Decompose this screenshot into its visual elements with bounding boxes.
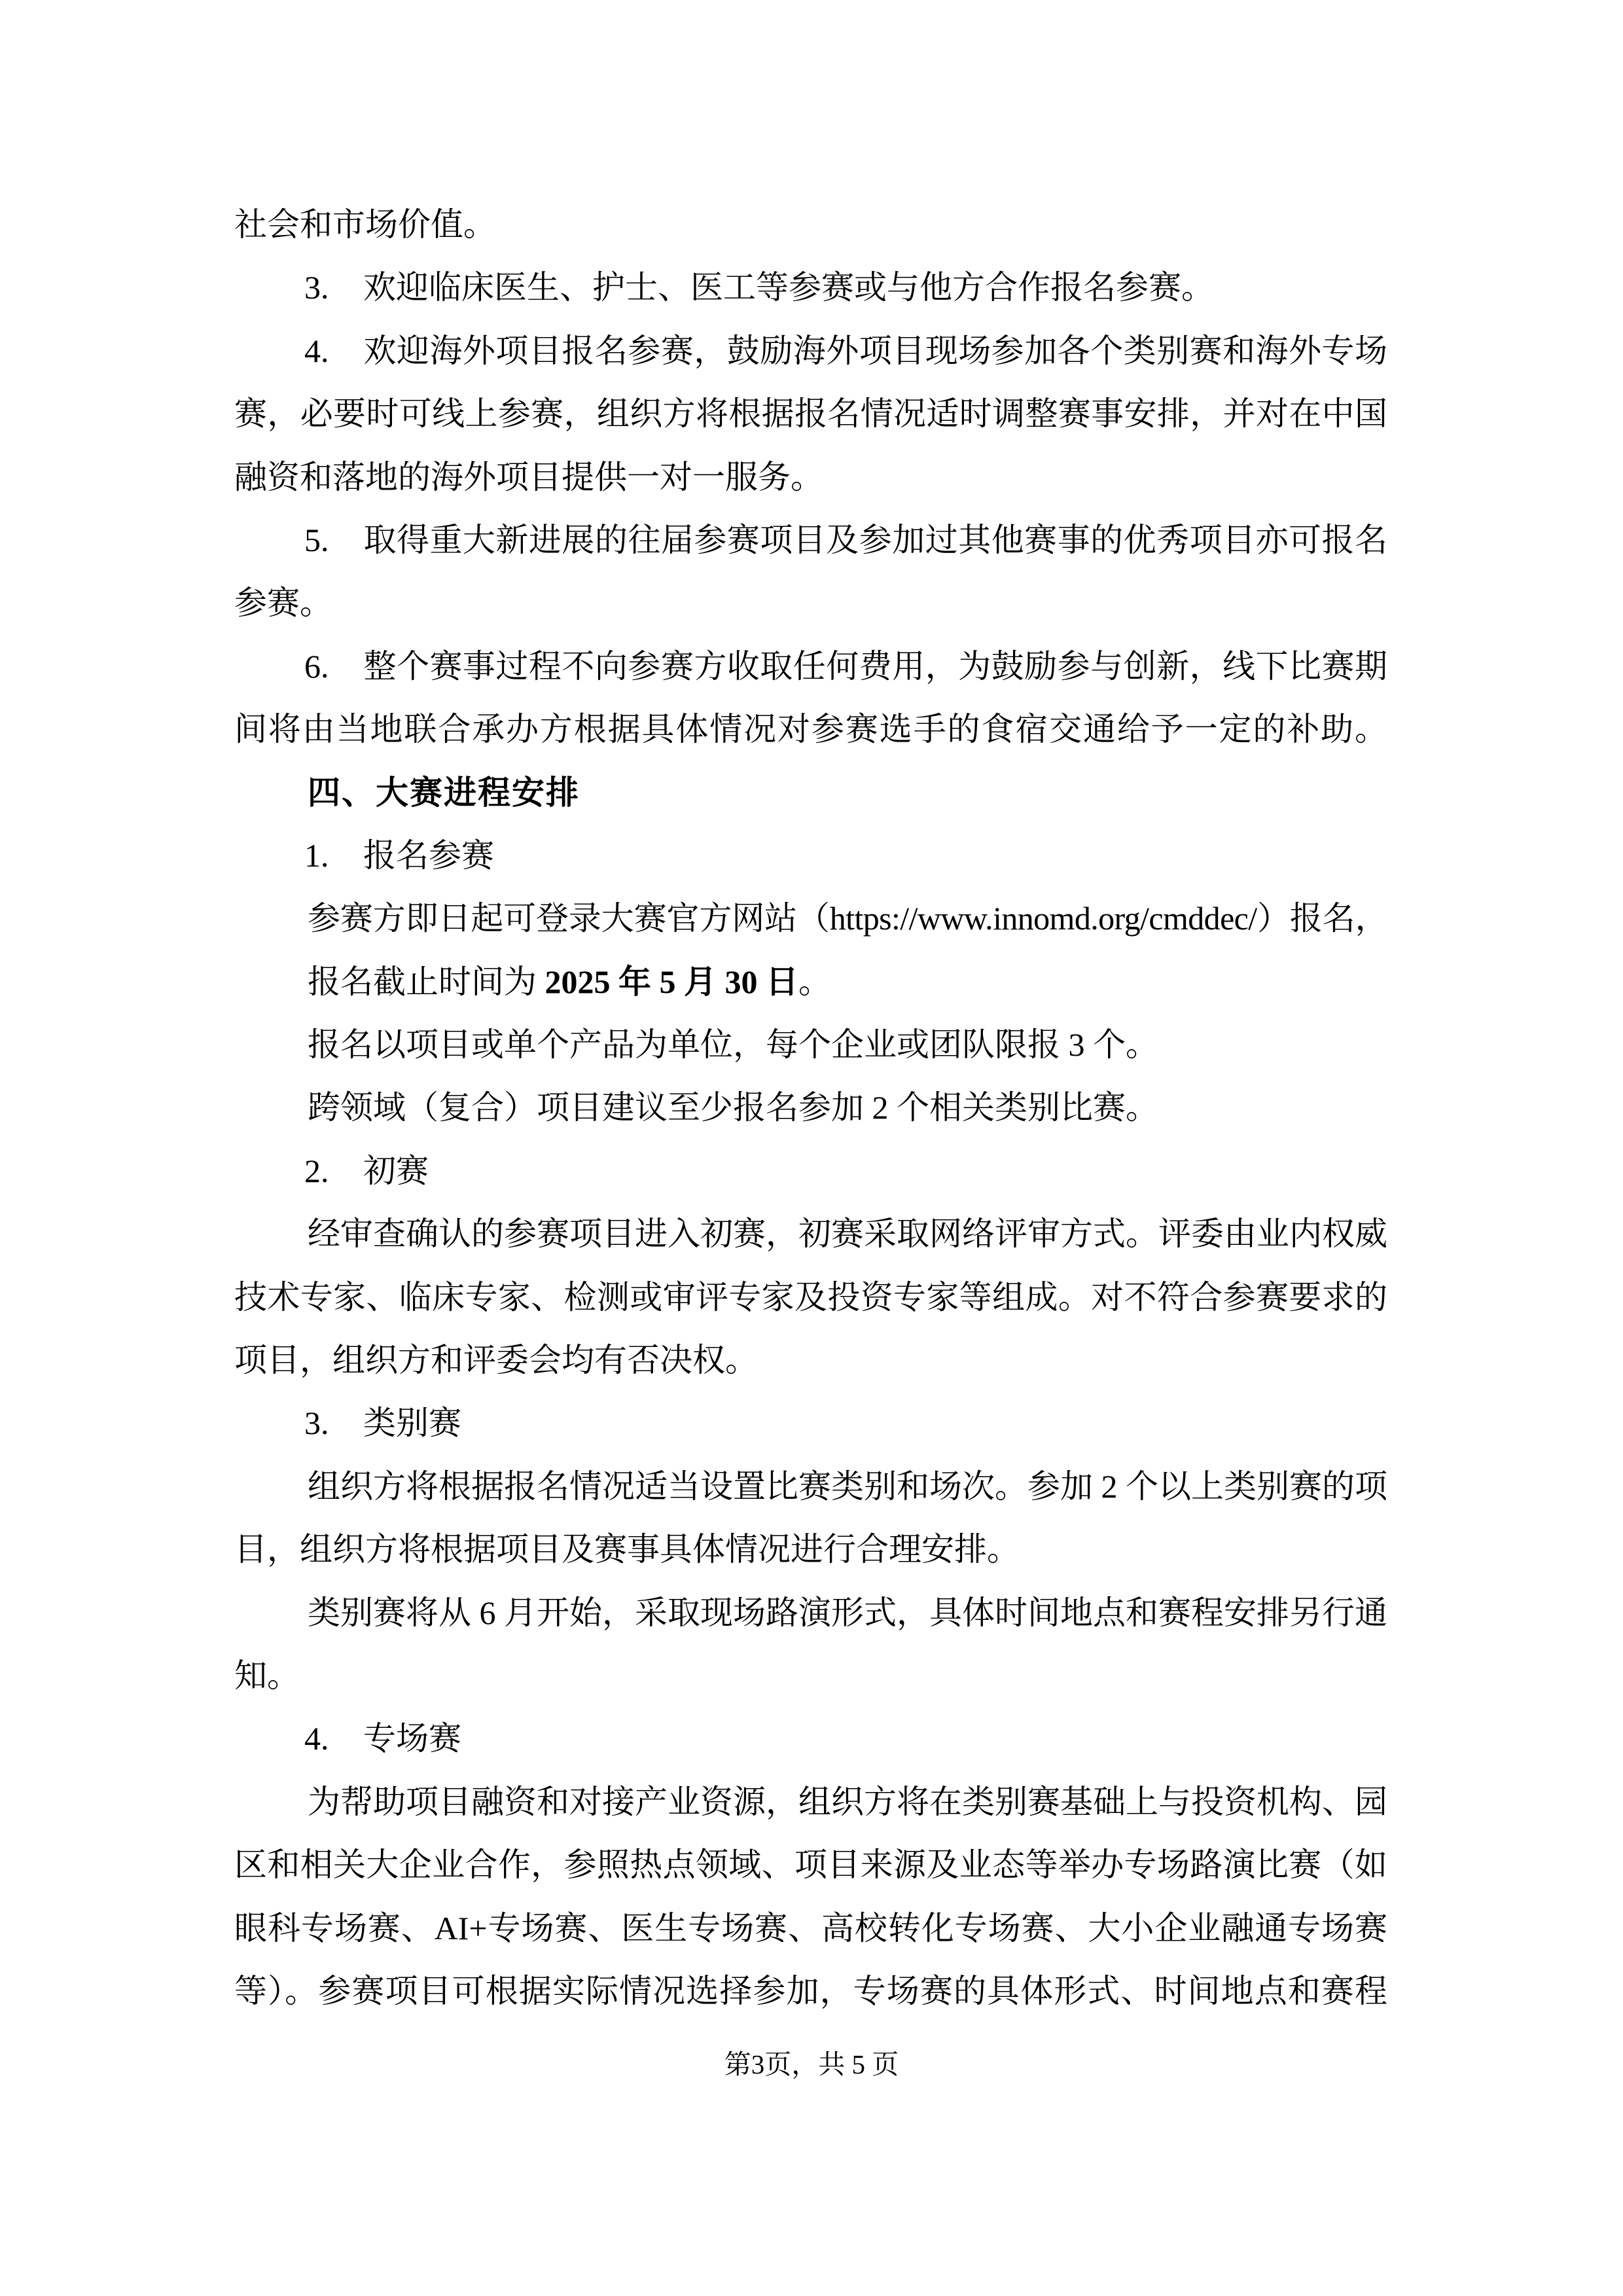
list-item-number: 4. [304, 332, 329, 369]
list-item-number: 5. [304, 521, 329, 558]
list-item-line [234, 824, 1387, 887]
list-item-line [234, 319, 1387, 382]
list-item-text: 专场赛 [363, 1720, 461, 1757]
list-item-text: 报名参赛 [363, 836, 494, 874]
paragraph-line-url: 参赛方即日起可登录大赛官方网站（https://www.innomd.org/cmddec/）报名， [308, 900, 1387, 937]
text-line: 等）。参赛项目可根据实际情况选择参加，专场赛的具体形式、时间地点和赛程 [234, 1972, 1387, 2009]
list-item-line [234, 1707, 1387, 1770]
list-item-text: 欢迎海外项目报名参赛，鼓励海外项目现场参加各个类别赛和海外专场 [363, 332, 1387, 369]
section-heading: 四、大赛进程安排 [308, 774, 580, 811]
text-line: 间将由当地联合承办方根据具体情况对参赛选手的食宿交通给予一定的补助。 [234, 711, 1387, 748]
paragraph-line: 为帮助项目融资和对接产业资源，组织方将在类别赛基础上与投资机构、园 [308, 1783, 1387, 1820]
text-line: 目，组织方将根据项目及赛事具体情况进行合理安排。 [234, 1531, 1020, 1568]
list-item-text: 欢迎临床医生、护士、医工等参赛或与他方合作报名参赛。 [363, 269, 1214, 306]
text-line: 知。 [234, 1657, 300, 1694]
deadline-date: 2025 年 5 月 30 日 [544, 963, 798, 1000]
list-item-text: 取得重大新进展的往届参赛项目及参加过其他赛事的优秀项目亦可报名 [363, 521, 1387, 558]
list-item-line [234, 635, 1387, 698]
list-item-line [234, 256, 1387, 319]
paragraph-line: 经审查确认的参赛项目进入初赛，初赛采取网络评审方式。评委由业内权威 [308, 1215, 1387, 1253]
list-item-number: 3. [304, 269, 329, 306]
list-item-line [234, 1391, 1387, 1454]
paragraph-line: 组织方将根据报名情况适当设置比赛类别和场次。参加 2 个以上类别赛的项 [308, 1467, 1387, 1505]
text-line: 区和相关大企业合作，参照热点领域、项目来源及业态等举办专场路演比赛（如 [234, 1846, 1387, 1884]
paragraph-line [234, 950, 1387, 1013]
list-item-text: 整个赛事过程不向参赛方收取任何费用，为鼓励参与创新，线下比赛期 [363, 647, 1387, 685]
list-item-number: 3. [304, 1405, 329, 1442]
text-line: 赛，必要时可线上参赛，组织方将根据报名情况适时调整赛事安排，并对在中国 [234, 395, 1387, 433]
list-item-text: 初赛 [363, 1152, 429, 1189]
deadline-prefix: 报名截止时间为 [308, 963, 545, 1000]
page-footer: 第3页，共 5 页 [724, 2049, 899, 2079]
text-line: 融资和落地的海外项目提供一对一服务。 [234, 458, 823, 495]
list-item-number: 1. [304, 836, 329, 874]
text-line: 参赛。 [234, 584, 332, 622]
paragraph-line: 跨领域（复合）项目建议至少报名参加 2 个相关类别比赛。 [308, 1089, 1158, 1126]
list-item-number: 4. [304, 1720, 329, 1757]
list-item-line [234, 509, 1387, 571]
text-line: 眼科专场赛、AI+专场赛、医生专场赛、高校转化专场赛、大小企业融通专场赛 [234, 1909, 1387, 1946]
deadline-suffix: 。 [798, 963, 831, 1000]
paragraph-line: 报名以项目或单个产品为单位，每个企业或团队限报 3 个。 [308, 1026, 1158, 1064]
list-item-line [234, 1139, 1387, 1202]
text-line: 项目，组织方和评委会均有否决权。 [234, 1342, 758, 1379]
document-body [234, 193, 1387, 2022]
paragraph-line: 类别赛将从 6 月开始，采取现场路演形式，具体时间地点和赛程安排另行通 [308, 1594, 1387, 1631]
text-line: 社会和市场价值。 [234, 206, 496, 243]
list-item-number: 2. [304, 1152, 329, 1189]
list-item-number: 6. [304, 647, 329, 685]
list-item-text: 类别赛 [363, 1405, 461, 1442]
text-line: 技术专家、临床专家、检测或审评专家及投资专家等组成。对不符合参赛要求的 [234, 1278, 1387, 1316]
